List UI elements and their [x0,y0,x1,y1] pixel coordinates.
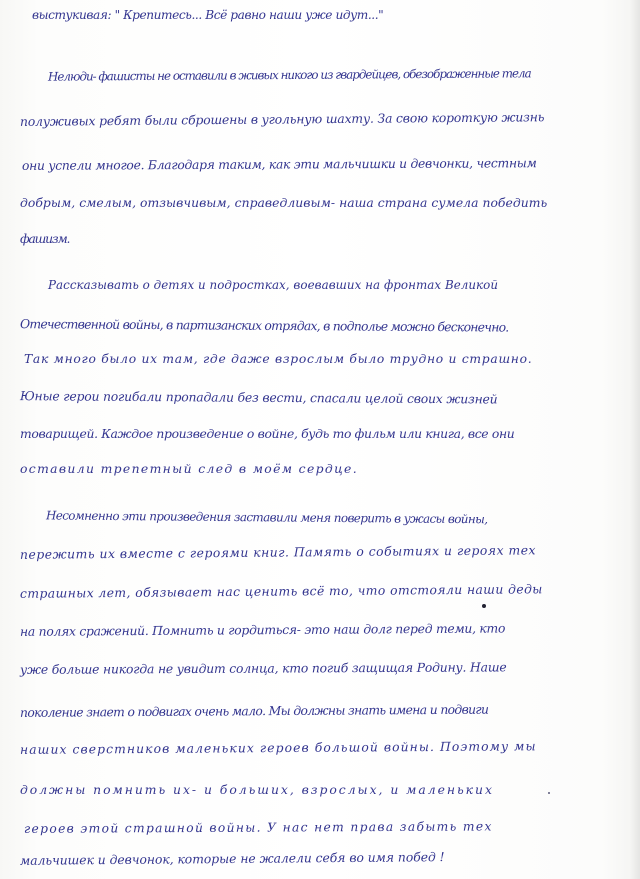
text-line: выстукивая: " Крепитесь... Всё равно наши уже идут..." [32,8,384,22]
text-line: Рассказывать о детях и подростках, воевавших на фронтах Великой [48,278,499,292]
text-line: поколение знает о подвигах очень мало. Мы должны знать имена и подвиги [19,702,489,720]
text-line: на полях сражений. Помнить и гордиться- это наш долг перед теми, кто [19,621,506,639]
text-line: Несомненно эти произведения заставили меня поверить в ужасы войны, [45,508,488,527]
text-line: оставили трепетный след в моём сердце. [20,462,359,476]
text-line: они успели многое. Благодаря таким, как эти мальчишки и девчонки, честным [21,156,537,173]
text-line: товарищей. Каждое произведение о войне, будь то фильм или книга, все они [20,427,515,441]
text-line: должны помнить их- и больших, взрослых, и маленьких [20,783,494,797]
text-line: полуживых ребят были сброшены в угольную шахту. За свою короткую жизнь [19,110,545,129]
text-line: мальчишек и девчонок, которые не жалели себя во имя побед ! [19,850,445,868]
text-line: уже больше никогда не увидит солнца, кто погиб защищая Родину. Наше [19,660,507,677]
text-line: Юные герои погибали пропадали без вести, спасали целой своих жизней [19,389,498,407]
ink-dot [548,792,550,794]
text-line: пережить их вместе с героями книг. Память о событиях и героях тех [19,543,537,562]
text-line: Нелюди- фашисты не оставили в живых никого из гвардейцев, обезображенные тела [47,66,531,84]
text-line: фашизм. [20,232,70,246]
text-line: страшных лет, обязывает нас ценить всё то, что отстояли наши деды [19,582,543,601]
text-line: наших сверстников маленьких героев большой войны. Поэтому мы [19,739,537,757]
text-line: героев этой страшной войны. У нас нет права забыть тех [23,819,493,836]
text-line: Так много было их там, где даже взрослым было трудно и страшно. [24,352,533,366]
text-line: добрым, смелым, отзывчивым, справедливым- наша страна сумела победить [20,196,548,210]
ink-dot [482,604,486,608]
text-line: Отечественной войны, в партизанских отрядах, в подполье можно бесконечно. [19,317,509,335]
